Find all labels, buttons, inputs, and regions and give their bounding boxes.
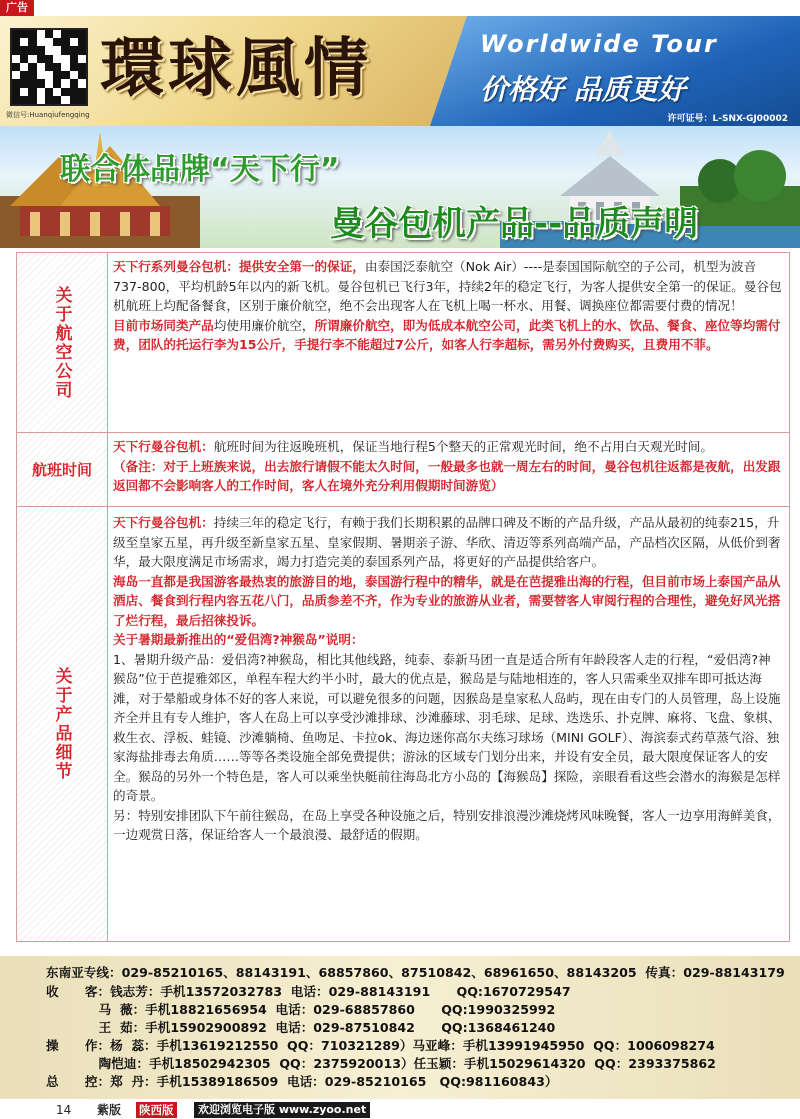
footer-line-reception-1: 收 客：钱志芳：手机13572032783 电话：029-88143191 QQ:1670729547	[46, 984, 571, 999]
website-link[interactable]: 欢迎浏览电子版 www.zyoo.net	[194, 1102, 370, 1118]
english-title: Worldwide Tour	[480, 30, 718, 58]
footer-line-reception-3: 王 茹：手机15902900892 电话：029-87510842 QQ:1368461240	[46, 1020, 556, 1035]
license-number: 许可证号：L-SNX-GJ00002	[667, 114, 788, 124]
wechat-id: 微信号:Huanqiufengqing	[6, 111, 90, 119]
slogan: 价格好 品质更好	[480, 73, 686, 106]
banner-title-line2: 曼谷包机产品--品质声明	[330, 204, 699, 244]
statement-table	[16, 252, 790, 942]
row-label-airline: 关于航空公司	[51, 285, 72, 400]
row-text-airline: 天下行系列曼谷包机：提供安全第一的保证，由泰国泛泰航空（Nok Air）----是泰国国际航空的子公司，机型为波音737-800，平均机龄5年以内的新飞机。曼谷包机已飞行3年，持续2年的稳定飞行，为客人提供安全第一的保证。曼谷包机航班上均配备餐食，区别于廉价航空，绝不会出现客人在飞机上喝一杯水、用餐、调换座位都需要付费的情况！ 目前市场同类产品均使用廉价航空，所谓廉价航空，即为低成本航空公司，此类飞机上的水、饮品、餐食、座位等均需付费，团队的托运行李为15公斤，手提行李不能超过7公斤，如客人行李超标，需另外付费购买，且费用不菲。	[113, 259, 782, 352]
brand-logo: 環球風情	[100, 31, 372, 106]
region-badge: 陕西版	[136, 1102, 177, 1118]
header	[0, 16, 800, 126]
footer-line-control: 总 控：郑 丹：手机15389186509 电话：029-85210165 QQ:981160843）	[46, 1074, 558, 1089]
footer-line-hotline: 东南亚专线：029-85210165、88143191、68857860、87510842、68961650、88143205 传真：029-88143179	[46, 965, 785, 980]
qr-code-icon	[10, 28, 88, 106]
row-text-flight-time: 天下行曼谷包机：航班时间为往返晚班机，保证当地行程5个整天的正常观光时间，绝不占用白天观光时间。 （备注：对于上班族来说，出去旅行请假不能太久时间，一般最多也就一周左右的时间，曼谷包机往返都是夜航，出发跟返回都不会影响客人的工作时间，客人在境外充分利用假期时间游览）	[113, 439, 781, 493]
page-number: 14	[56, 1103, 72, 1117]
footer-line-reception-2: 马 薇：手机18821656954 电话：029-68857860 QQ:1990325992	[46, 1002, 556, 1017]
contact-footer	[0, 956, 800, 1099]
edition-label: 紫版	[97, 1103, 122, 1117]
banner-title-line1: 联合体品牌“天下行”	[60, 152, 340, 187]
ad-tag: 广告	[0, 0, 34, 16]
row-label-flight-time: 航班时间	[31, 461, 92, 479]
banner	[0, 126, 800, 248]
footer-line-operation-1: 操 作：杨 蕊：手机13619212550 QQ：710321289）马亚峰：手机13991945950 QQ：1006098274	[46, 1038, 715, 1053]
row-text-product-detail: 天下行曼谷包机：持续三年的稳定飞行，有赖于我们长期积累的品牌口碑及不断的产品升级，产品从最初的纯泰215，升级至皇家五星，再升级至新皇家五星、皇家假期、暑期亲子游、华欣、清迈等系列高端产品，产品档次区隔，从低价到奢华，最大限度满足市场需求，竭力打造完美的泰国系列产品，将更好的产品提供给客户。 海岛一直都是我国游客最热衷的旅游目的地，泰国游行程中的精华，就是在芭提雅出海的行程，但目前市场上泰国产品从酒店、餐食到行程内容五花八门，品质参差不齐，作为专业的旅游从业者，需要替客人审阅行程的合理性，避免好风光搭了烂行程，最后招徕投诉。 关于暑期最新推出的“爱侣湾?神猴岛”说明： 1、暑期升级产品：爱侣湾?神猴岛，相比其他线路，纯泰、泰新马团一直是适合所有年龄段客人走的行程，“爱侣湾?神猴岛”位于芭提雅郊区，单程车程大约半小时，最大的优点是，猴岛是与陆地相连的，客人只需乘坐双排车即可抵达海滩，对于晕船或身体不好的客人来说，可以避免很多的问题，因猴岛是皇家私人岛屿，现在由专门的人员管理，岛上设施齐全并且有专人维护，客人在岛上可以享受沙滩排球、沙滩藤球、羽毛球、足球、迭迭乐、扑克牌、麻将、飞盘、象棋、救生衣、浮板、蛙镜、沙滩躺椅、鱼吻足、卡拉ok、海边迷你高尔夫练习球场（MINI GOLF）、海滨泰式药草蒸气浴、独家海盐排毒去角质……等等各类设施全部免费提供；游泳的区域专门划分出来，并设有安全员，最大限度保证客人的安全。猴岛的另外一个特色是，客人可以乘坐快艇前往海岛北方小岛的【海猴岛】探险，亲眼看看这些会潜水的海猴是怎样的奇景。 另：特别安排团队下午前往猴岛，在岛上享受各种设施之后，特别安排浪漫沙滩烧烤风味晚餐，客人一边享用海鲜美食，一边观赏日落，保证给客人一个最浪漫、最舒适的假期。	[113, 515, 781, 842]
footer-line-operation-2: 陶恺迪：手机18502942305 QQ：2375920013）任玉颖：手机15029614320 QQ：2393375862	[46, 1056, 716, 1071]
page-bar	[0, 1101, 800, 1119]
row-product-detail	[17, 507, 789, 941]
row-label-product-detail: 关于产品细节	[51, 667, 72, 781]
row-flight-time	[17, 433, 789, 507]
row-airline	[17, 253, 789, 433]
